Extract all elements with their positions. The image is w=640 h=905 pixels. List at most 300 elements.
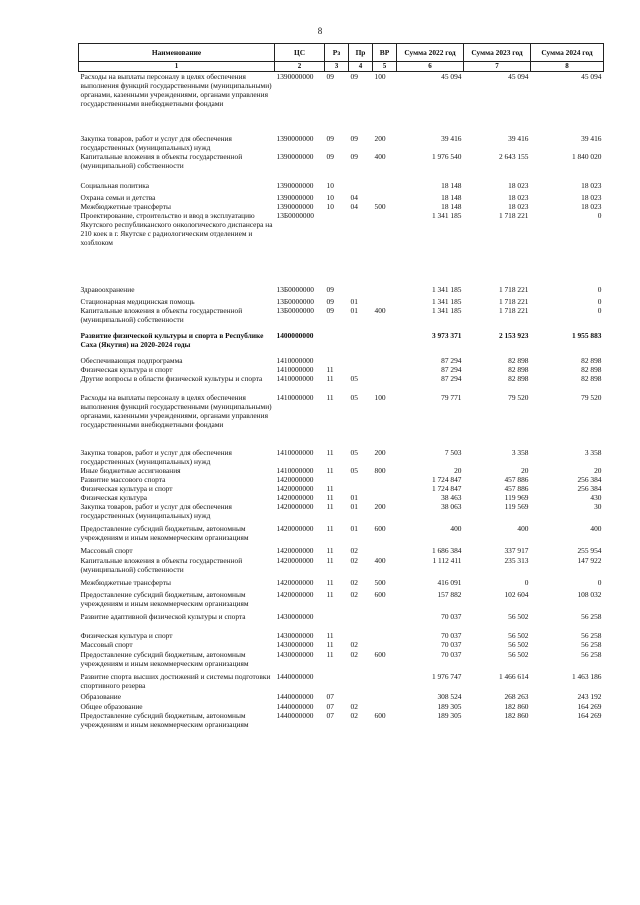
amount-2023-cell: 45 094 xyxy=(508,71,529,81)
code-cell: 1440000000 xyxy=(276,691,314,701)
code-cell: 1410000000 xyxy=(276,374,314,384)
amount-2022-cell: 308 524 xyxy=(437,691,462,701)
amount-2024-cell: 45 094 xyxy=(581,71,602,81)
expense-type-cell xyxy=(373,297,397,306)
column-number: 8 xyxy=(531,62,604,72)
expense-type-cell xyxy=(373,692,397,702)
expense-type-cell xyxy=(373,631,397,640)
code-cell: 1420000000 xyxy=(276,502,314,512)
subsection-cell: 01 xyxy=(350,524,358,534)
code-cell: 1420000000 xyxy=(276,546,314,556)
name-cell: Капитальные вложения в объекты государственной (муниципальной) собственности xyxy=(80,152,243,171)
section-cell: 11 xyxy=(326,631,334,641)
section-cell: 07 xyxy=(326,710,334,720)
expense-type-cell: 800 xyxy=(374,466,386,476)
table-row xyxy=(79,134,604,152)
table-row xyxy=(79,612,604,631)
expense-type-cell: 200 xyxy=(374,448,386,458)
section-cell: 11 xyxy=(326,466,334,476)
amount-2023-cell: 1 718 221 xyxy=(498,211,529,221)
expense-type-cell: 500 xyxy=(374,202,386,212)
table-row xyxy=(79,193,604,202)
table-row xyxy=(79,484,604,493)
amount-2024-cell: 256 384 xyxy=(577,475,602,485)
section-cell: 11 xyxy=(326,374,334,384)
expense-type-cell: 600 xyxy=(374,649,386,659)
subsection-cell: 02 xyxy=(350,710,358,720)
amount-2022-cell: 87 294 xyxy=(441,374,462,384)
amount-2023-cell: 18 023 xyxy=(508,181,529,191)
expense-type-cell: 600 xyxy=(374,590,386,600)
section-cell: 11 xyxy=(326,640,334,650)
name-cell: Здравоохранение xyxy=(80,285,135,295)
table-row xyxy=(79,650,604,672)
expense-type-cell xyxy=(373,365,397,374)
table-row xyxy=(79,590,604,612)
amount-2022-cell: 70 037 xyxy=(441,631,462,641)
section-cell: 09 xyxy=(326,134,334,144)
amount-2022-cell: 416 091 xyxy=(437,578,462,588)
amount-2023-cell: 337 917 xyxy=(504,546,529,556)
amount-2023-cell: 2 643 155 xyxy=(498,152,529,162)
code-cell: 1400000000 xyxy=(276,331,314,341)
table-row xyxy=(79,556,604,578)
code-cell: 1410000000 xyxy=(276,448,314,458)
name-cell: Обеспечивающая подпрограмма xyxy=(80,356,183,366)
table-row xyxy=(79,475,604,484)
amount-2022-cell: 87 294 xyxy=(441,365,462,375)
amount-2023-cell: 79 520 xyxy=(508,393,529,403)
amount-2022-cell: 157 882 xyxy=(437,590,462,600)
amount-2022-cell: 189 305 xyxy=(437,701,462,711)
subsection-cell: 04 xyxy=(350,193,358,203)
code-cell: 1430000000 xyxy=(276,612,314,622)
amount-2024-cell: 0 xyxy=(597,306,602,316)
code-cell: 1420000000 xyxy=(276,578,314,588)
name-cell: Предоставление субсидий бюджетным, автономным учреждениям и иным некоммерческим организациям xyxy=(80,590,249,609)
subsection-cell: 01 xyxy=(350,297,358,307)
expense-type-cell xyxy=(373,331,397,356)
subsection-cell xyxy=(349,356,373,365)
header-2022: Сумма 2022 год xyxy=(397,44,464,62)
table-row xyxy=(79,297,604,306)
table-row xyxy=(79,640,604,649)
code-cell: 1420000000 xyxy=(276,475,314,485)
amount-2024-cell: 108 032 xyxy=(577,590,602,600)
name-cell: Охрана семьи и детства xyxy=(80,193,156,203)
subsection-cell: 05 xyxy=(350,466,358,476)
code-cell: 13Б0000000 xyxy=(276,211,315,221)
name-cell: Закупка товаров, работ и услуг для обеспечения государственных (муниципальных) нужд xyxy=(80,448,232,467)
amount-2023-cell: 39 416 xyxy=(508,134,529,144)
amount-2023-cell: 56 502 xyxy=(508,631,529,641)
expense-type-cell xyxy=(373,211,397,285)
amount-2024-cell: 1 840 020 xyxy=(571,152,602,162)
expense-type-cell xyxy=(373,193,397,202)
section-cell: 11 xyxy=(326,365,334,375)
name-cell: Общее образование xyxy=(80,701,143,711)
amount-2024-cell: 79 520 xyxy=(581,393,602,403)
amount-2022-cell: 38 063 xyxy=(441,502,462,512)
section-cell: 07 xyxy=(326,691,334,701)
column-number: 4 xyxy=(349,62,373,72)
expense-type-cell xyxy=(373,493,397,502)
expense-type-cell xyxy=(373,702,397,711)
section-cell: 11 xyxy=(326,484,334,494)
column-number: 5 xyxy=(373,62,397,72)
amount-2022-cell: 1 724 847 xyxy=(431,484,462,494)
amount-2022-cell: 87 294 xyxy=(441,356,462,366)
section-cell: 11 xyxy=(326,590,334,600)
name-cell: Физическая культура и спорт xyxy=(80,631,173,641)
expense-type-cell: 200 xyxy=(374,502,386,512)
name-cell: Предоставление субсидий бюджетным, автономным учреждениям и иным некоммерческим организациям xyxy=(80,649,249,668)
header-rz: Рз xyxy=(325,44,349,62)
column-number: 7 xyxy=(464,62,531,72)
table-row xyxy=(79,524,604,546)
page-number: 8 xyxy=(317,26,323,36)
amount-2024-cell: 56 258 xyxy=(581,612,602,622)
amount-2023-cell: 182 860 xyxy=(504,710,529,720)
name-cell: Капитальные вложения в объекты государственной (муниципальной) собственности xyxy=(80,556,243,575)
subsection-cell: 02 xyxy=(350,546,358,556)
amount-2022-cell: 18 148 xyxy=(441,181,462,191)
amount-2023-cell: 457 886 xyxy=(504,484,529,494)
amount-2022-cell: 1 976 747 xyxy=(431,671,462,681)
subsection-cell xyxy=(349,475,373,484)
amount-2024-cell: 82 898 xyxy=(581,374,602,384)
subsection-cell xyxy=(349,365,373,374)
amount-2022-cell: 1 341 185 xyxy=(431,211,462,221)
section-cell xyxy=(325,612,349,631)
section-cell: 11 xyxy=(326,502,334,512)
amount-2023-cell: 82 898 xyxy=(508,374,529,384)
amount-2023-cell: 268 263 xyxy=(504,691,529,701)
table-row xyxy=(79,493,604,502)
table-row xyxy=(79,331,604,356)
amount-2024-cell: 400 xyxy=(590,524,602,534)
amount-2024-cell: 39 416 xyxy=(581,134,602,144)
amount-2022-cell: 400 xyxy=(450,524,462,534)
section-cell xyxy=(325,475,349,484)
subsection-cell xyxy=(349,285,373,297)
name-cell: Межбюджетные трансферты xyxy=(80,202,171,212)
amount-2022-cell: 39 416 xyxy=(441,134,462,144)
section-cell: 11 xyxy=(326,578,334,588)
amount-2024-cell: 0 xyxy=(597,285,602,295)
table-row xyxy=(79,306,604,331)
section-cell xyxy=(325,331,349,356)
name-cell: Другие вопросы в области физической культуры и спорта xyxy=(80,374,263,384)
header-2023: Сумма 2023 год xyxy=(464,44,531,62)
expense-type-cell xyxy=(373,612,397,631)
amount-2024-cell: 56 258 xyxy=(581,640,602,650)
amount-2024-cell: 82 898 xyxy=(581,356,602,366)
expense-type-cell xyxy=(373,484,397,493)
amount-2022-cell: 45 094 xyxy=(441,71,462,81)
name-cell: Иные бюджетные ассигнования xyxy=(80,466,181,476)
amount-2023-cell: 20 xyxy=(521,466,529,476)
amount-2022-cell: 1 341 185 xyxy=(431,297,462,307)
subsection-cell: 01 xyxy=(350,306,358,316)
expense-type-cell: 200 xyxy=(374,134,386,144)
section-cell: 09 xyxy=(326,306,334,316)
amount-2023-cell: 56 502 xyxy=(508,640,529,650)
section-cell: 09 xyxy=(326,297,334,307)
amount-2024-cell: 30 xyxy=(594,502,602,512)
table-row xyxy=(79,374,604,393)
subsection-cell: 09 xyxy=(350,71,358,81)
expense-type-cell: 500 xyxy=(374,578,386,588)
amount-2023-cell: 1 718 221 xyxy=(498,306,529,316)
name-cell: Развитие массового спорта xyxy=(80,475,166,485)
expense-type-cell xyxy=(373,285,397,297)
amount-2022-cell: 70 037 xyxy=(441,649,462,659)
subsection-cell: 02 xyxy=(350,590,358,600)
amount-2023-cell: 119 569 xyxy=(504,502,529,512)
amount-2023-cell: 2 153 923 xyxy=(498,331,529,341)
expense-type-cell xyxy=(373,640,397,649)
amount-2024-cell: 1 463 186 xyxy=(571,671,602,681)
amount-2024-cell: 256 384 xyxy=(577,484,602,494)
amount-2023-cell: 56 502 xyxy=(508,649,529,659)
amount-2022-cell: 18 148 xyxy=(441,193,462,203)
code-cell: 1410000000 xyxy=(276,393,314,403)
name-cell: Физическая культура xyxy=(80,493,148,503)
name-cell: Закупка товаров, работ и услуг для обеспечения государственных (муниципальных) нужд xyxy=(80,134,232,153)
section-cell: 11 xyxy=(326,546,334,556)
name-cell: Массовый спорт xyxy=(80,640,133,650)
section-cell: 10 xyxy=(326,193,334,203)
amount-2024-cell: 18 023 xyxy=(581,193,602,203)
name-cell: Массовый спорт xyxy=(80,546,133,556)
code-cell: 1430000000 xyxy=(276,631,314,641)
amount-2024-cell: 0 xyxy=(597,578,602,588)
subsection-cell: 05 xyxy=(350,393,358,403)
table-row xyxy=(79,356,604,365)
name-cell: Развитие физической культуры и спорта в Республике Саха (Якутия) на 2020-2024 годы xyxy=(80,331,264,350)
budget-table xyxy=(78,43,604,732)
amount-2023-cell: 18 023 xyxy=(508,193,529,203)
code-cell: 13Б0000000 xyxy=(276,297,315,307)
expense-type-cell: 600 xyxy=(374,710,386,720)
subsection-cell xyxy=(349,331,373,356)
table-row xyxy=(79,702,604,711)
amount-2022-cell: 18 148 xyxy=(441,202,462,212)
amount-2023-cell: 1 718 221 xyxy=(498,297,529,307)
subsection-cell: 02 xyxy=(350,640,358,650)
code-cell: 1440000000 xyxy=(276,671,314,681)
subsection-cell xyxy=(349,631,373,640)
table-row xyxy=(79,578,604,590)
expense-type-cell xyxy=(373,672,397,692)
expense-type-cell: 400 xyxy=(374,152,386,162)
amount-2024-cell: 0 xyxy=(597,297,602,307)
code-cell: 1390000000 xyxy=(276,134,314,144)
amount-2022-cell: 3 973 371 xyxy=(431,331,462,341)
name-cell: Закупка товаров, работ и услуг для обеспечения государственных (муниципальных) нужд xyxy=(80,502,232,521)
amount-2024-cell: 430 xyxy=(590,493,602,503)
amount-2023-cell: 235 313 xyxy=(504,556,529,566)
amount-2022-cell: 1 724 847 xyxy=(431,475,462,485)
column-number: 3 xyxy=(325,62,349,72)
code-cell: 1390000000 xyxy=(276,181,314,191)
amount-2022-cell: 1 686 384 xyxy=(431,546,462,556)
name-cell: Образование xyxy=(80,691,122,701)
amount-2024-cell: 0 xyxy=(597,211,602,221)
subsection-cell: 04 xyxy=(350,202,358,212)
code-cell: 1420000000 xyxy=(276,484,314,494)
section-cell: 09 xyxy=(326,71,334,81)
code-cell: 1440000000 xyxy=(276,701,314,711)
code-cell: 1430000000 xyxy=(276,649,314,659)
amount-2023-cell: 1 466 614 xyxy=(498,671,529,681)
amount-2024-cell: 3 358 xyxy=(584,448,602,458)
section-cell: 11 xyxy=(326,393,334,403)
table-row xyxy=(79,466,604,475)
code-cell: 1390000000 xyxy=(276,71,314,81)
subsection-cell: 05 xyxy=(350,448,358,458)
expense-type-cell xyxy=(373,546,397,556)
table-row xyxy=(79,692,604,702)
expense-type-cell: 100 xyxy=(374,393,386,403)
subsection-cell: 02 xyxy=(350,649,358,659)
code-cell: 1430000000 xyxy=(276,640,314,650)
table-row xyxy=(79,393,604,448)
section-cell: 09 xyxy=(326,285,334,295)
section-cell: 10 xyxy=(326,202,334,212)
name-cell: Проектирование, строительство и ввод в эксплуатацию Якутского республиканского онкологического диспансера на 210 коек в г. Якутске с радиологическим отделением и хозблоком xyxy=(80,211,273,248)
section-cell: 10 xyxy=(326,181,334,191)
amount-2022-cell: 189 305 xyxy=(437,710,462,720)
amount-2022-cell: 1 112 411 xyxy=(432,556,462,566)
amount-2024-cell: 164 269 xyxy=(577,701,602,711)
table-row xyxy=(79,211,604,285)
name-cell: Стационарная медицинская помощь xyxy=(80,297,195,307)
name-cell: Капитальные вложения в объекты государственной (муниципальной) собственности xyxy=(80,306,243,325)
expense-type-cell: 400 xyxy=(374,556,386,566)
amount-2023-cell: 182 860 xyxy=(504,701,529,711)
code-cell: 1390000000 xyxy=(276,202,314,212)
name-cell: Физическая культура и спорт xyxy=(80,365,173,375)
amount-2024-cell: 147 922 xyxy=(577,556,602,566)
subsection-cell xyxy=(349,612,373,631)
amount-2022-cell: 79 771 xyxy=(441,393,462,403)
amount-2023-cell: 0 xyxy=(524,578,529,588)
amount-2024-cell: 243 192 xyxy=(577,691,602,701)
code-cell: 1420000000 xyxy=(276,556,314,566)
name-cell: Социальная политика xyxy=(80,181,150,191)
code-cell: 1410000000 xyxy=(276,356,314,366)
amount-2024-cell: 20 xyxy=(594,466,602,476)
table-row xyxy=(79,365,604,374)
subsection-cell: 01 xyxy=(350,493,358,503)
code-cell: 1410000000 xyxy=(276,466,314,476)
column-number-row xyxy=(79,62,604,72)
amount-2024-cell: 164 269 xyxy=(577,710,602,720)
section-cell: 11 xyxy=(326,524,334,534)
table-row xyxy=(79,152,604,181)
name-cell: Предоставление субсидий бюджетным, автономным учреждениям и иным некоммерческим организациям xyxy=(80,524,249,543)
amount-2024-cell: 18 023 xyxy=(581,181,602,191)
section-cell: 11 xyxy=(326,493,334,503)
section-cell: 11 xyxy=(326,556,334,566)
table-row xyxy=(79,202,604,211)
header-cs: ЦС xyxy=(275,44,325,62)
subsection-cell xyxy=(349,181,373,193)
amount-2024-cell: 56 258 xyxy=(581,631,602,641)
amount-2023-cell: 82 898 xyxy=(508,356,529,366)
table-row xyxy=(79,711,604,732)
amount-2023-cell: 82 898 xyxy=(508,365,529,375)
header-name: Наименование xyxy=(79,44,275,62)
amount-2023-cell: 3 358 xyxy=(511,448,529,458)
table-row xyxy=(79,631,604,640)
subsection-cell xyxy=(349,672,373,692)
expense-type-cell: 600 xyxy=(374,524,386,534)
section-cell: 07 xyxy=(326,701,334,711)
amount-2022-cell: 7 503 xyxy=(444,448,462,458)
header-2024: Сумма 2024 год xyxy=(531,44,604,62)
subsection-cell xyxy=(349,211,373,285)
section-cell xyxy=(325,211,349,285)
amount-2022-cell: 1 976 540 xyxy=(431,152,462,162)
amount-2022-cell: 38 463 xyxy=(441,493,462,503)
header-row xyxy=(79,44,604,62)
amount-2023-cell: 400 xyxy=(517,524,529,534)
table-row xyxy=(79,502,604,524)
expense-type-cell xyxy=(373,475,397,484)
section-cell xyxy=(325,356,349,365)
name-cell: Развитие адаптивной физической культуры и спорта xyxy=(80,612,246,622)
expense-type-cell xyxy=(373,374,397,393)
code-cell: 13Б0000000 xyxy=(276,285,315,295)
subsection-cell: 05 xyxy=(350,374,358,384)
amount-2024-cell: 1 955 883 xyxy=(571,331,602,341)
expense-type-cell: 400 xyxy=(374,306,386,316)
subsection-cell: 02 xyxy=(350,556,358,566)
amount-2022-cell: 1 341 185 xyxy=(431,306,462,316)
name-cell: Межбюджетные трансферты xyxy=(80,578,171,588)
section-cell xyxy=(325,672,349,692)
expense-type-cell: 100 xyxy=(374,71,386,81)
code-cell: 1420000000 xyxy=(276,524,314,534)
header-pr: Пр xyxy=(349,44,373,62)
amount-2022-cell: 70 037 xyxy=(441,640,462,650)
table-row xyxy=(79,448,604,466)
name-cell: Развитие спорта высших достижений и системы подготовки спортивного резерва xyxy=(80,671,271,690)
amount-2023-cell: 457 886 xyxy=(504,475,529,485)
subsection-cell: 09 xyxy=(350,152,358,162)
code-cell: 13Б0000000 xyxy=(276,306,315,316)
amount-2024-cell: 255 954 xyxy=(577,546,602,556)
subsection-cell: 02 xyxy=(350,701,358,711)
subsection-cell: 01 xyxy=(350,502,358,512)
column-number: 1 xyxy=(79,62,275,72)
subsection-cell xyxy=(349,484,373,493)
subsection-cell xyxy=(349,692,373,702)
header-vr: ВР xyxy=(373,44,397,62)
table-body xyxy=(79,71,604,732)
amount-2023-cell: 18 023 xyxy=(508,202,529,212)
amount-2022-cell: 1 341 185 xyxy=(431,285,462,295)
name-cell: Расходы на выплаты персоналу в целях обеспечения выполнения функций государственными (муниципальными) органами, казенными учреждениями, органами управления государственными внебюджетными фондами xyxy=(80,71,272,108)
code-cell: 1420000000 xyxy=(276,493,314,503)
column-number: 6 xyxy=(397,62,464,72)
name-cell: Физическая культура и спорт xyxy=(80,484,173,494)
amount-2024-cell: 18 023 xyxy=(581,202,602,212)
amount-2022-cell: 20 xyxy=(454,466,462,476)
